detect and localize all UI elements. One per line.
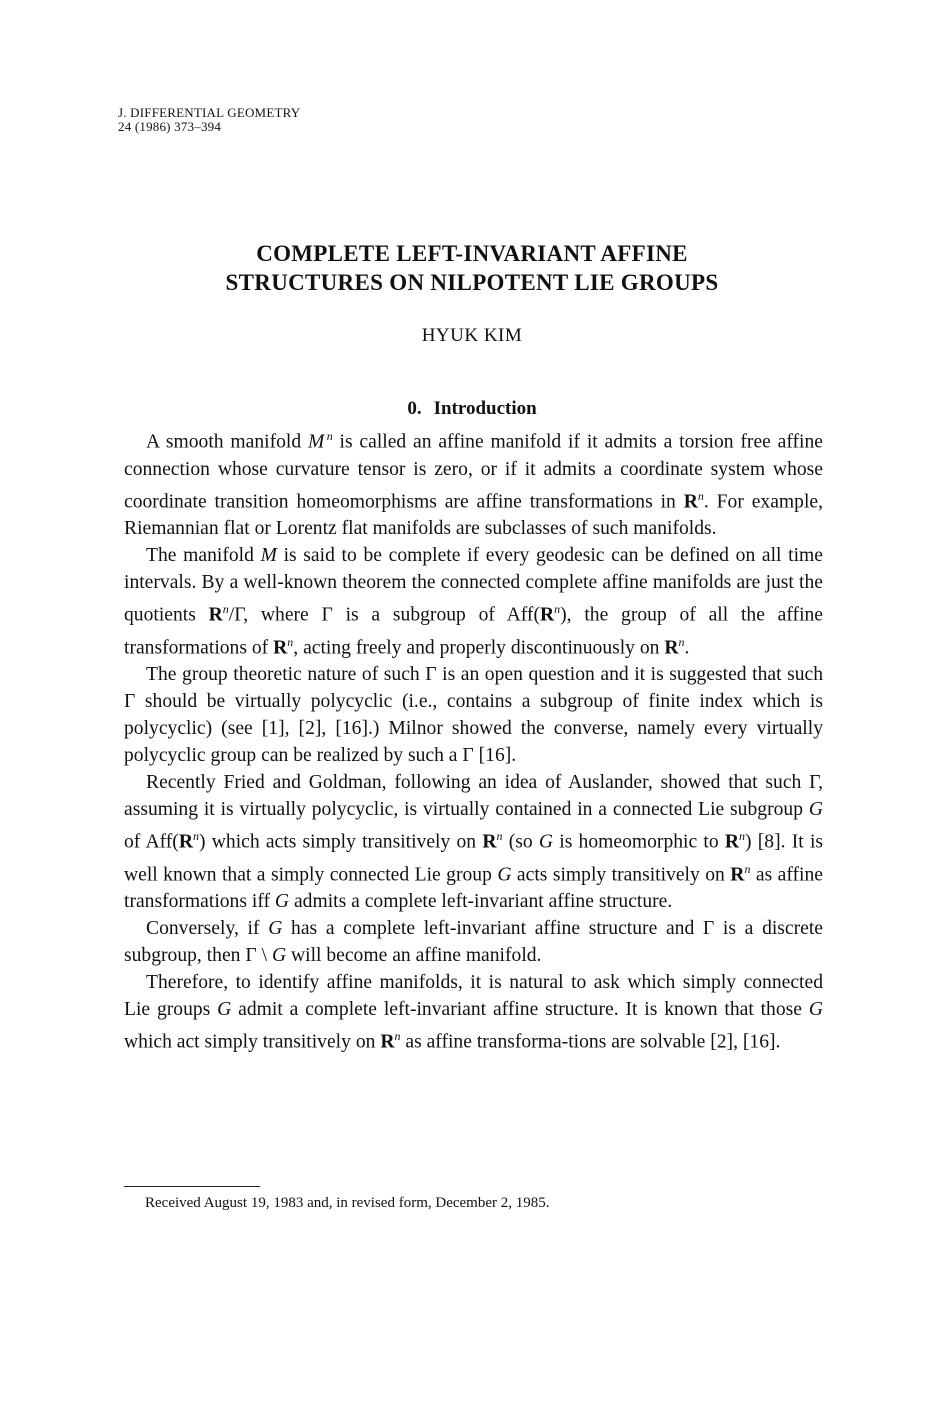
- paragraph: Therefore, to identify affine manifolds, it is natural to ask which simply connected Lie groups G admit a complete left-invariant affine structure. It is known that those G which act simply transitively on $R^n$ as affine transforma-tions are solvable [2], [16].: [124, 972, 823, 1053]
- paragraph: A smooth manifold M $^n$ is called an affine manifold if it admits a torsion free affine connection whose curvature tensor is zero, or if it admits a coordinate system whose coordinate transition homeomorphisms are affine transformations in $R^n$. For example, Riemannian flat or Lorentz flat manifolds are subclasses of such manifolds.: [124, 429, 823, 540]
- journal-header: [118, 106, 300, 134]
- title-line: COMPLETE LEFT-INVARIANT AFFINE: [256, 241, 688, 266]
- footnote: Received August 19, 1983 and, in revised form, December 2, 1985.: [145, 1195, 550, 1211]
- paragraph: Conversely, if G has a complete left-invariant affine structure and Γ is a discrete subgroup, then Γ \ G will become an affine manifold.: [124, 918, 823, 967]
- section-title: Introduction: [433, 398, 537, 419]
- section-heading: [0, 398, 944, 420]
- body-text: [124, 423, 823, 1056]
- paragraph: The group theoretic nature of such Γ is an open question and it is suggested that such Γ should be virtually polycyclic (i.e., contains a subgroup of finite index which is polycyclic) (see [1], [2], [16].) Milnor showed the converse, namely every virtually polycyclic group can be realized by such a Γ [16].: [124, 664, 823, 767]
- paper-title: [0, 239, 944, 297]
- volume-info: 24 (1986) 373–394: [118, 119, 222, 134]
- title-line: STRUCTURES ON NILPOTENT LIE GROUPS: [225, 270, 719, 295]
- paragraph: The manifold M is said to be complete if every geodesic can be defined on all time intervals. By a well-known theorem the connected complete affine manifolds are just the quotients $R^n/\Gamma$, where Γ is a subgroup of $Aff(R^n)$, the group of all the affine transformations of $R^n$, acting freely and properly discontinuously on $R^n$.: [124, 545, 824, 659]
- journal-name: J. DIFFERENTIAL GEOMETRY: [118, 105, 301, 120]
- section-number: 0.: [407, 398, 422, 419]
- footnote-divider: [124, 1186, 260, 1187]
- paragraph: Recently Fried and Goldman, following an idea of Auslander, showed that such Γ, assuming it is virtually polycyclic, is virtually contained in a connected Lie subgroup G of $Aff(R^n)$ which acts simply transitively on $R^n$ (so G is homeomorphic to $R^n$) [8]. It is well known that a simply connected Lie group G acts simply transitively on $R^n$ as affine transformations iff G admits a complete left-invariant affine structure.: [124, 772, 824, 913]
- author-name: HYUK KIM: [421, 325, 523, 346]
